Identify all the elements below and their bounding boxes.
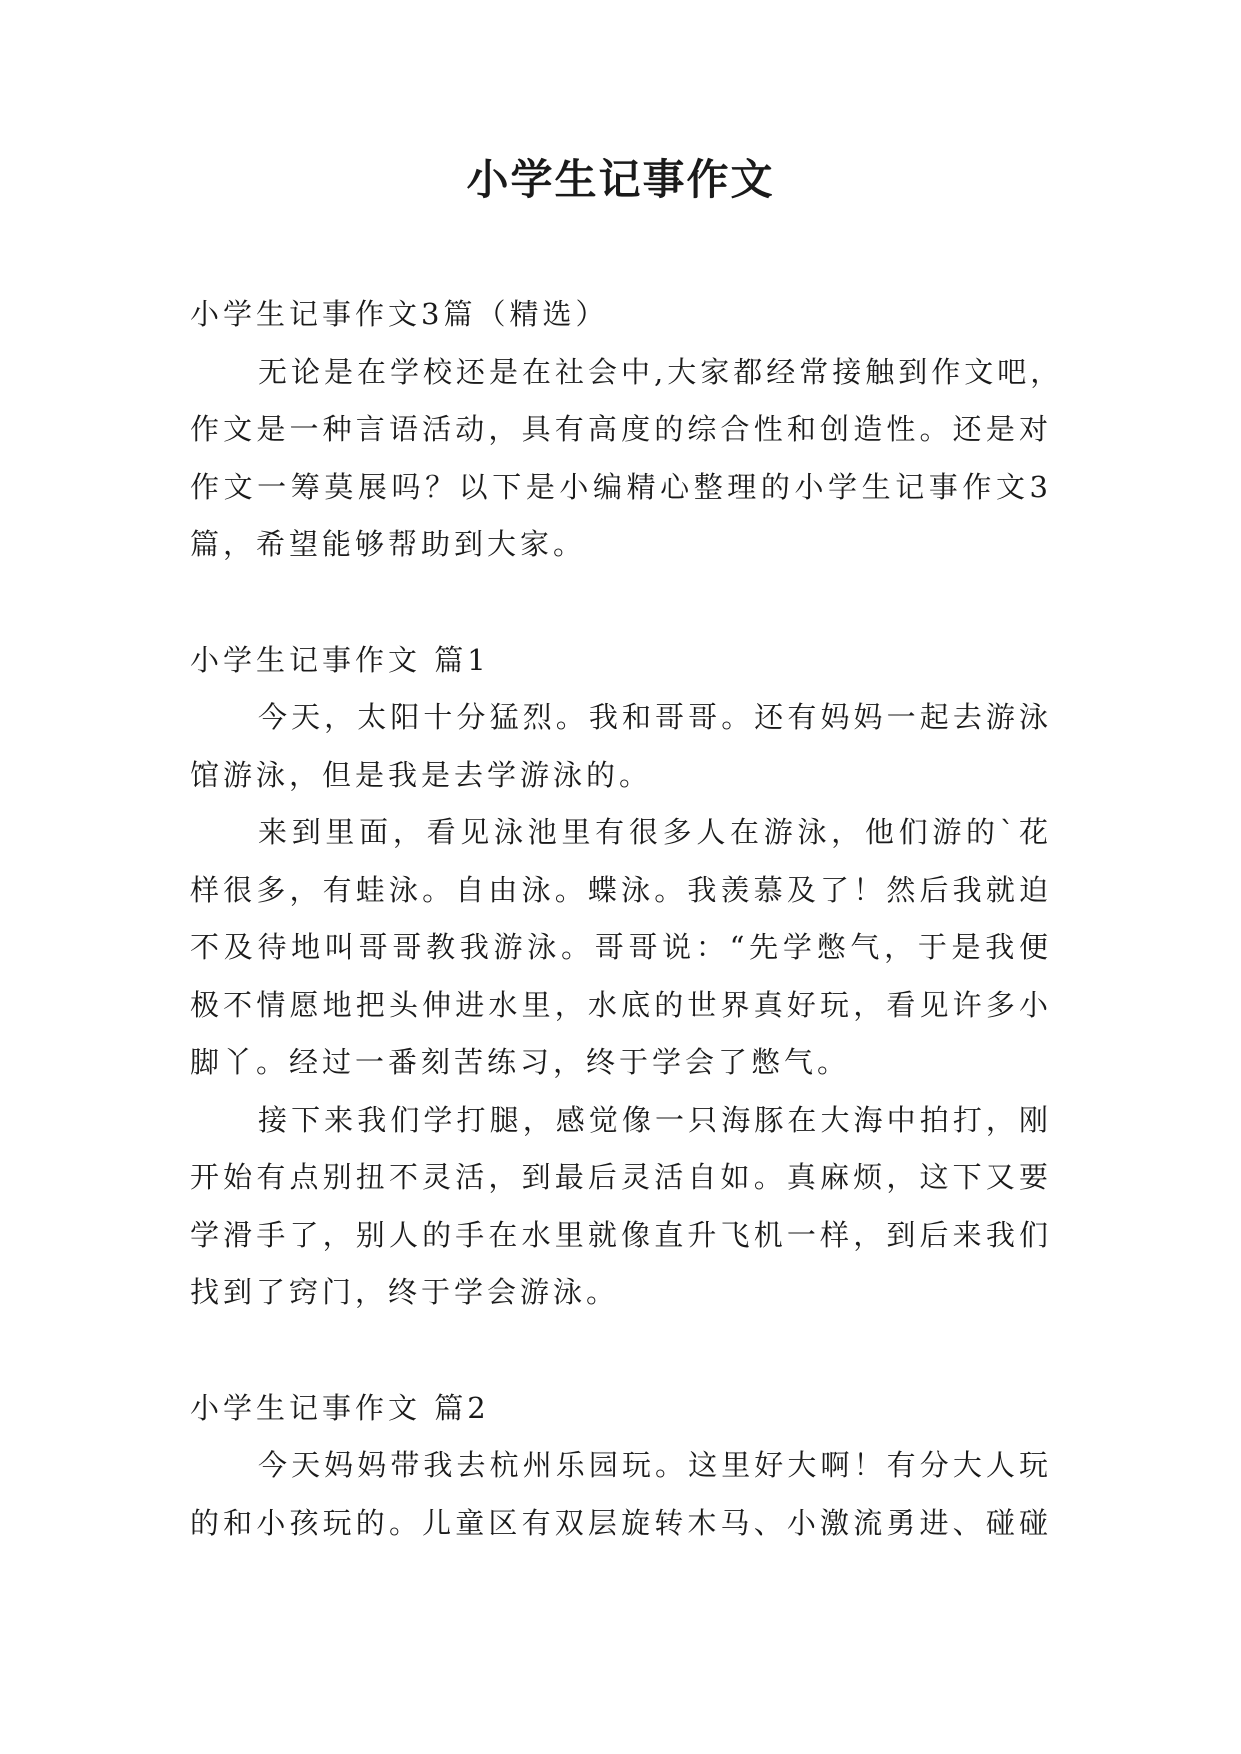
document-title: 小学生记事作文 — [466, 155, 775, 204]
section-1-line: 来到里面，看见泳池里有很多人在游泳，他们游的`花 — [258, 815, 1052, 849]
section-1-line: 馆游泳，但是我是去学游泳的。 — [190, 757, 653, 792]
section-1-line: 找到了窍门，终于学会游泳。 — [190, 1275, 620, 1309]
section-1-line: 脚丫。经过一番刻苦练习，终于学会了憋气。 — [190, 1045, 851, 1079]
intro-line: 无论是在学校还是在社会中,大家都经常接触到作文吧， — [258, 354, 1064, 389]
section-gap — [190, 574, 1052, 632]
section-1-line: 不及待地叫哥哥教我游泳。哥哥说：“先学憋气，于是我便 — [190, 930, 1052, 964]
document-body — [190, 286, 1064, 1552]
intro-line: 作文一筹莫展吗？以下是小编精心整理的小学生记事作文3 — [190, 469, 1052, 504]
section-1-line: 样很多，有蛙泳。自由泳。蝶泳。我羡慕及了！然后我就迫 — [190, 872, 1052, 907]
section-2-line: 今天妈妈带我去杭州乐园玩。这里好大啊！有分大人玩 — [258, 1448, 1052, 1482]
section-2-heading: 小学生记事作文 篇2 — [190, 1390, 490, 1425]
section-1-line: 接下来我们学打腿，感觉像一只海豚在大海中拍打，刚 — [258, 1102, 1052, 1137]
section-1-line: 开始有点别扭不灵活，到最后灵活自如。真麻烦，这下又要 — [190, 1160, 1052, 1194]
section-1-line: 极不情愿地把头伸进水里，水底的世界真好玩，看见许多小 — [190, 987, 1052, 1022]
section-gap — [190, 1322, 1052, 1380]
intro-line: 篇，希望能够帮助到大家。 — [190, 527, 587, 561]
intro-line: 作文是一种言语活动，具有高度的综合性和创造性。还是对 — [190, 412, 1052, 446]
section-1-line: 今天，太阳十分猛烈。我和哥哥。还有妈妈一起去游泳 — [258, 700, 1052, 734]
section-1-line: 学滑手了，别人的手在水里就像直升飞机一样，到后来我们 — [190, 1217, 1052, 1252]
section-1-heading: 小学生记事作文 篇1 — [190, 642, 490, 677]
section-2-line: 的和小孩玩的。儿童区有双层旋转木马、小激流勇进、碰碰 — [190, 1505, 1052, 1540]
subtitle: 小学生记事作文3篇（精选） — [190, 297, 609, 331]
